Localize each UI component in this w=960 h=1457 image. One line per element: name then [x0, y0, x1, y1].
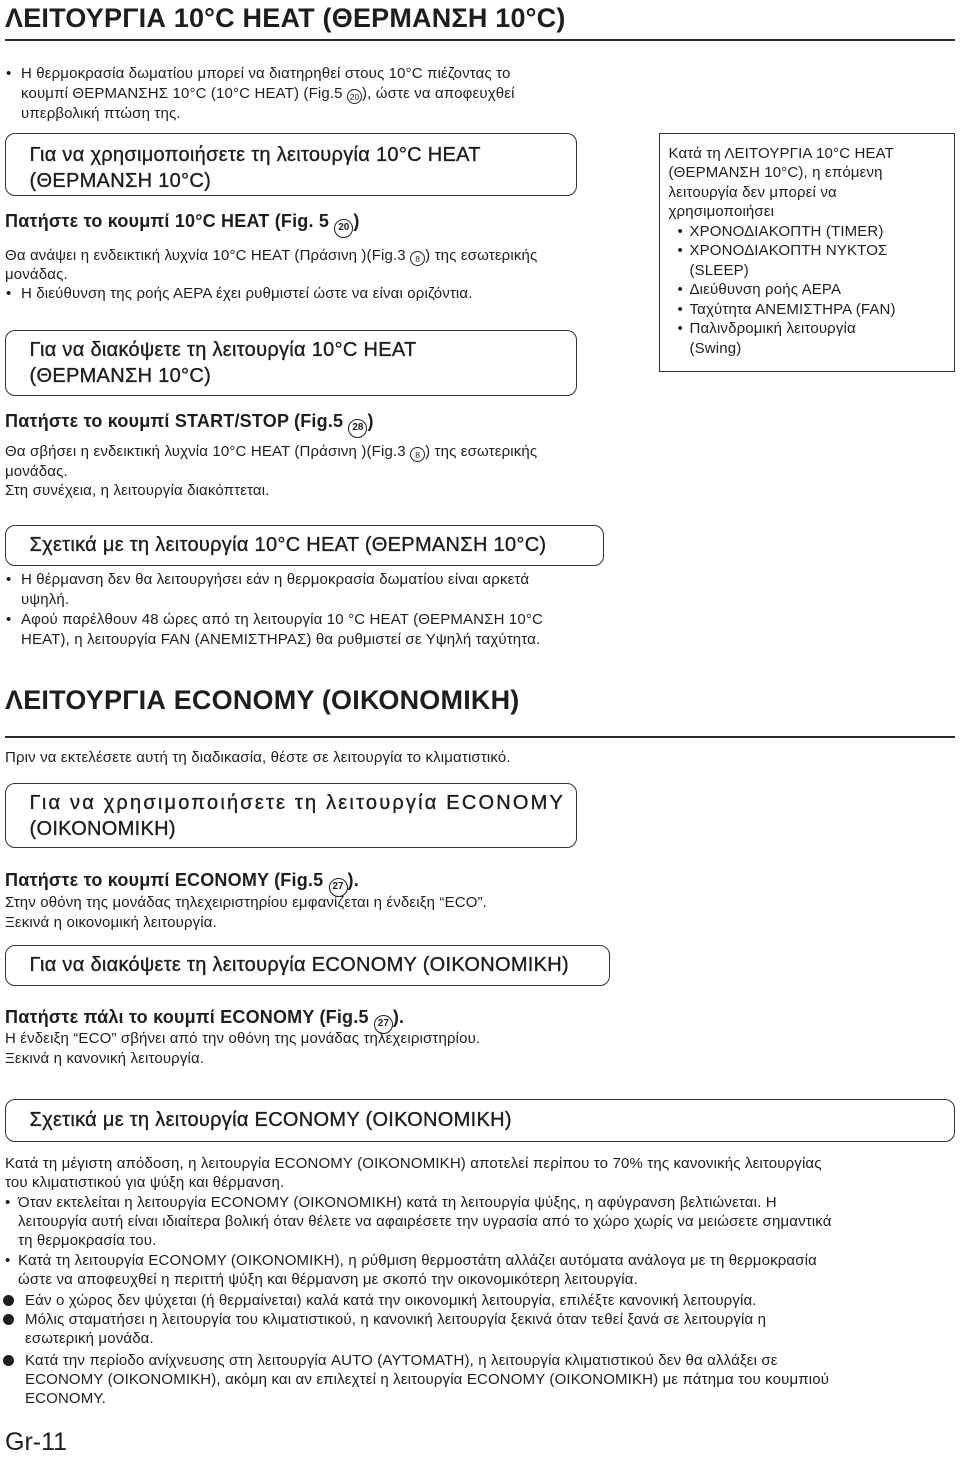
- text-line: • Όταν εκτελείται η λειτουργία ECONOMY (ΟΙΚΟΝΟΜΙΚΗ) κατά τη λειτουργία ψύξης, η αφύγρανση βελτιώνεται. Η: [18, 1193, 777, 1211]
- box-heading-line: (ΘΕΡΜΑΝΣΗ 10°C): [29, 169, 212, 192]
- text-line: • Αφού παρέλθουν 48 ώρες από τη λειτουργία 10 °C HEAT (ΘΕΡΜΑΝΣΗ 10°C: [21, 611, 543, 628]
- text-line: [0, 247, 537, 267]
- restriction-item: [669, 241, 955, 280]
- text-run: Πατήστε το κουμπί 10°C HEAT (Fig. 5: [5, 211, 335, 231]
- restriction-item: [669, 319, 955, 358]
- circled-number-icon: 8: [410, 447, 425, 462]
- box-heading-line: Για να διακόψετε τη λειτουργία 10°C HEAT: [29, 338, 417, 361]
- text-line: υπερβολική πτώση της.: [21, 105, 181, 123]
- economy-about-intro: [5, 1154, 822, 1192]
- box-heading-line: Σχετικά με τη λειτουργία 10°C HEAT (ΘΕΡΜΑΝΣΗ 10°C): [29, 534, 547, 556]
- text-run: ).: [392, 1007, 405, 1027]
- heat-restrictions-box: [659, 133, 955, 372]
- text-line: Εάν ο χώρος δεν ψύχεται (ή θερμαίνεται) καλά κατά την οικονομική λειτουργία, επιλέξτε κανονική λειτουργία.: [25, 1291, 757, 1309]
- bullet-item-body: [0, 1251, 817, 1289]
- heat-use-description: [0, 247, 537, 304]
- text-line: Στην οθόνη της μονάδας τηλεχειριστηρίου εμφανίζεται η ένδειξη “ECO”.: [5, 894, 487, 911]
- text-run: ): [367, 411, 374, 431]
- restriction-item: [669, 222, 955, 242]
- note-item-body: [0, 1291, 757, 1310]
- circled-number-icon: 27: [374, 1015, 393, 1034]
- text-line: Ξεκινά η οικονομική λειτουργία.: [5, 914, 217, 931]
- text-line: HEAT), η λειτουργία FAN (ΑΝΕΜΙΣΤΗΡΑΣ) θα ρυθμιστεί σε Υψηλή ταχύτητα.: [21, 631, 541, 648]
- heat-about-list: [0, 570, 543, 650]
- circled-number-icon: 8: [410, 251, 425, 266]
- text-line: Κατά τη μέγιστη απόδοση, η λειτουργία ECONOMY (ΟΙΚΟΝΟΜΙΚΗ) αποτελεί περίπου το 70% της κανονικής λειτουργίας: [5, 1154, 822, 1172]
- text-run: ), ώστε να αποφευχθεί: [361, 84, 515, 102]
- text-line: • ΧΡΟΝΟΔΙΑΚΟΠΤΗ (TIMER): [689, 222, 884, 240]
- bullet-item: [0, 610, 543, 650]
- text-line: (ΘΕΡΜΑΝΣΗ 10°C), η επόμενη: [668, 164, 883, 182]
- text-line: ώστε να αποφευχθεί η περιττή ψύξη και θέρμανση με σκοπό την οικονομικότερη λειτουργία.: [18, 1270, 638, 1288]
- text-line: (SLEEP): [689, 261, 749, 279]
- economy-prerequisite: Πριν να εκτελέσετε αυτή τη διαδικασία, θέστε σε λειτουργία το κλιματιστικό.: [5, 748, 511, 766]
- restriction-item: [669, 280, 955, 300]
- text-run: Πατήστε πάλι το κουμπί ECONOMY (Fig.5: [5, 1007, 374, 1027]
- text-run: ): [353, 211, 360, 231]
- bullet-item: [0, 1251, 817, 1289]
- note-item: [0, 1310, 766, 1348]
- page-number: Gr-11: [5, 1428, 68, 1456]
- text-line: [21, 84, 515, 105]
- bullet-item-body: [0, 1193, 832, 1250]
- heat-stop-description: [0, 442, 537, 501]
- box-heading-line: Για να χρησιμοποιήσετε τη λειτουργία ECONOMY: [29, 791, 566, 814]
- circled-number-icon: 28: [348, 419, 367, 438]
- heat-intro: [0, 64, 515, 124]
- circled-number-icon: 27: [329, 878, 348, 897]
- economy-use-heading-box: [5, 783, 577, 848]
- note-item: [0, 1291, 757, 1310]
- circled-number-icon: 20: [347, 89, 362, 104]
- text-run: Θα ανάψει η ενδεικτική λυχνία 10°C HEAT (Πράσινη )(Fig.3: [5, 246, 411, 264]
- box-heading-line: (ΘΕΡΜΑΝΣΗ 10°C): [29, 364, 212, 387]
- text-line: λειτουργία αυτή είναι ιδιαίτερα βολική όταν θέλετε να αφαιρέσετε την υγρασία από το χώρο χωρίς να μειώσετε σημαντικά: [18, 1212, 832, 1230]
- text-run: ) της εσωτερικής: [425, 246, 538, 264]
- heat-use-heading-box: [5, 133, 577, 196]
- text-line: υψηλή.: [21, 591, 70, 608]
- text-run: Πατήστε το κουμπί START/STOP (Fig.5: [5, 411, 349, 431]
- text-line: • Η θερμοκρασία δωματίου μπορεί να διατηρηθεί στους 10°C πιέζοντας το: [21, 65, 511, 82]
- text-line: χρησιμοποιήσει: [668, 203, 775, 221]
- text-run: Θα σβήσει η ενδεικτική λυχνία 10°C HEAT (Πράσινη )(Fig.3: [5, 442, 411, 460]
- text-line: • Παλινδρομική λειτουργία: [689, 320, 856, 338]
- economy-section-title: ΛΕΙΤΟΥΡΓΙΑ ECONOMY (ΟΙΚΟΝΟΜΙΚΗ): [5, 685, 520, 715]
- text-line: μονάδας.: [5, 266, 68, 284]
- text-line: • Διεύθυνση ροής ΑΕΡΑ: [689, 281, 842, 299]
- heat-intro-bullet: [0, 64, 515, 124]
- text-line: ECONOMY (ΟΙΚΟΝΟΜΙΚΗ), ακόμη και αν επιλεχτεί η λειτουργία ECONOMY (ΟΙΚΟΝΟΜΙΚΗ) με πάτημα του κουμπιού: [25, 1370, 830, 1388]
- text-line: • Η θέρμανση δεν θα λειτουργήσει εάν η θερμοκρασία δωματίου είναι αρκετά: [21, 571, 530, 588]
- heat-use-step: [5, 210, 360, 238]
- text-line: Στη συνέχεια, η λειτουργία διακόπτεται.: [5, 482, 270, 500]
- text-line: τη θερμοκρασία του.: [18, 1231, 157, 1249]
- heat-section-title: ΛΕΙΤΟΥΡΓΙΑ 10°C HEAT (ΘΕΡΜΑΝΣΗ 10°C): [5, 3, 566, 33]
- text-run: κουμπί ΘΕΡΜΑΝΣΗΣ 10°C (10°C HEAT) (Fig.5: [21, 84, 347, 102]
- bullet-item: [0, 570, 543, 610]
- box-heading-line: Σχετικά με τη λειτουργία ECONOMY (ΟΙΚΟΝΟΜΙΚΗ): [29, 1109, 512, 1131]
- bullet-item: • Η διεύθυνση της ροής ΑΕΡΑ έχει ρυθμιστεί ώστε να είναι οριζόντια.: [0, 285, 537, 304]
- text-line: του κλιματιστικού για ψύξη και θέρμανση.: [5, 1173, 285, 1191]
- text-line: εσωτερική μονάδα.: [25, 1329, 154, 1347]
- text-line: • Ταχύτητα ΑΝΕΜΙΣΤΗΡΑ (FAN): [689, 300, 896, 318]
- text-run: ) της εσωτερικής: [425, 442, 538, 460]
- text-line: Μόλις σταματήσει η λειτουργία του κλιματιστικού, η κανονική λειτουργία ξεκινά όταν τεθεί ξανά σε λειτουργία η: [25, 1310, 767, 1328]
- note-item: [0, 1351, 829, 1409]
- economy-use-description: [5, 893, 487, 933]
- economy-about-heading-box: [5, 1099, 955, 1142]
- text-line: μονάδας.: [5, 463, 68, 481]
- text-line: λειτουργία δεν μπορεί να: [668, 183, 837, 201]
- heat-about-heading-box: [5, 525, 604, 566]
- box-heading-line: Για να χρησιμοποιήσετε τη λειτουργία 10°C HEAT: [29, 143, 481, 166]
- text-line: (Swing): [689, 339, 742, 357]
- economy-title-rule: [5, 736, 955, 738]
- text-line: [0, 442, 537, 463]
- text-line: Κατά τη ΛΕΙΤΟΥΡΓΙΑ 10°C HEAT: [668, 144, 894, 162]
- text-line: Κατά την περίοδο ανίχνευσης στη λειτουργία AUTO (ΑΥΤΟΜΑΤΗ), η λειτουργία κλιματιστικού δεν θα αλλάξει σε: [25, 1351, 778, 1369]
- text-line: • ΧΡΟΝΟΔΙΑΚΟΠΤΗ ΝΥΚΤΟΣ: [689, 242, 888, 260]
- circled-number-icon: 20: [334, 219, 353, 238]
- heat-stop-heading-box: [5, 330, 577, 396]
- restriction-item: [669, 300, 955, 320]
- bullet-item: [0, 1193, 832, 1250]
- text-run: Πατήστε το κουμπί ECONOMY (Fig.5: [5, 870, 329, 890]
- box-heading-line: (ΟΙΚΟΝΟΜΙΚΗ): [29, 817, 176, 840]
- note-item-body: [0, 1310, 766, 1348]
- text-line: Ξεκινά η κανονική λειτουργία.: [5, 1050, 205, 1067]
- text-line: Η ένδειξη “ECO” σβήνει από την οθόνη της μονάδας τηλεχειριστηρίου.: [5, 1030, 481, 1047]
- text-run: ).: [347, 870, 359, 890]
- note-item-body: [0, 1351, 829, 1409]
- economy-stop-heading-box: [5, 945, 610, 986]
- text-line: • Κατά τη λειτουργία ECONOMY (ΟΙΚΟΝΟΜΙΚΗ), η ρύθμιση θερμοστάτη αλλάζει αυτόματα ανάλογα με τη θερμοκρασία: [18, 1251, 817, 1269]
- heat-stop-step: [5, 410, 374, 438]
- text-line: ECONOMY.: [25, 1390, 106, 1408]
- box-heading-line: Για να διακόψετε τη λειτουργία ECONOMY (ΟΙΚΟΝΟΜΙΚΗ): [29, 954, 570, 976]
- economy-stop-description: [5, 1029, 480, 1069]
- heat-title-rule: [5, 39, 955, 41]
